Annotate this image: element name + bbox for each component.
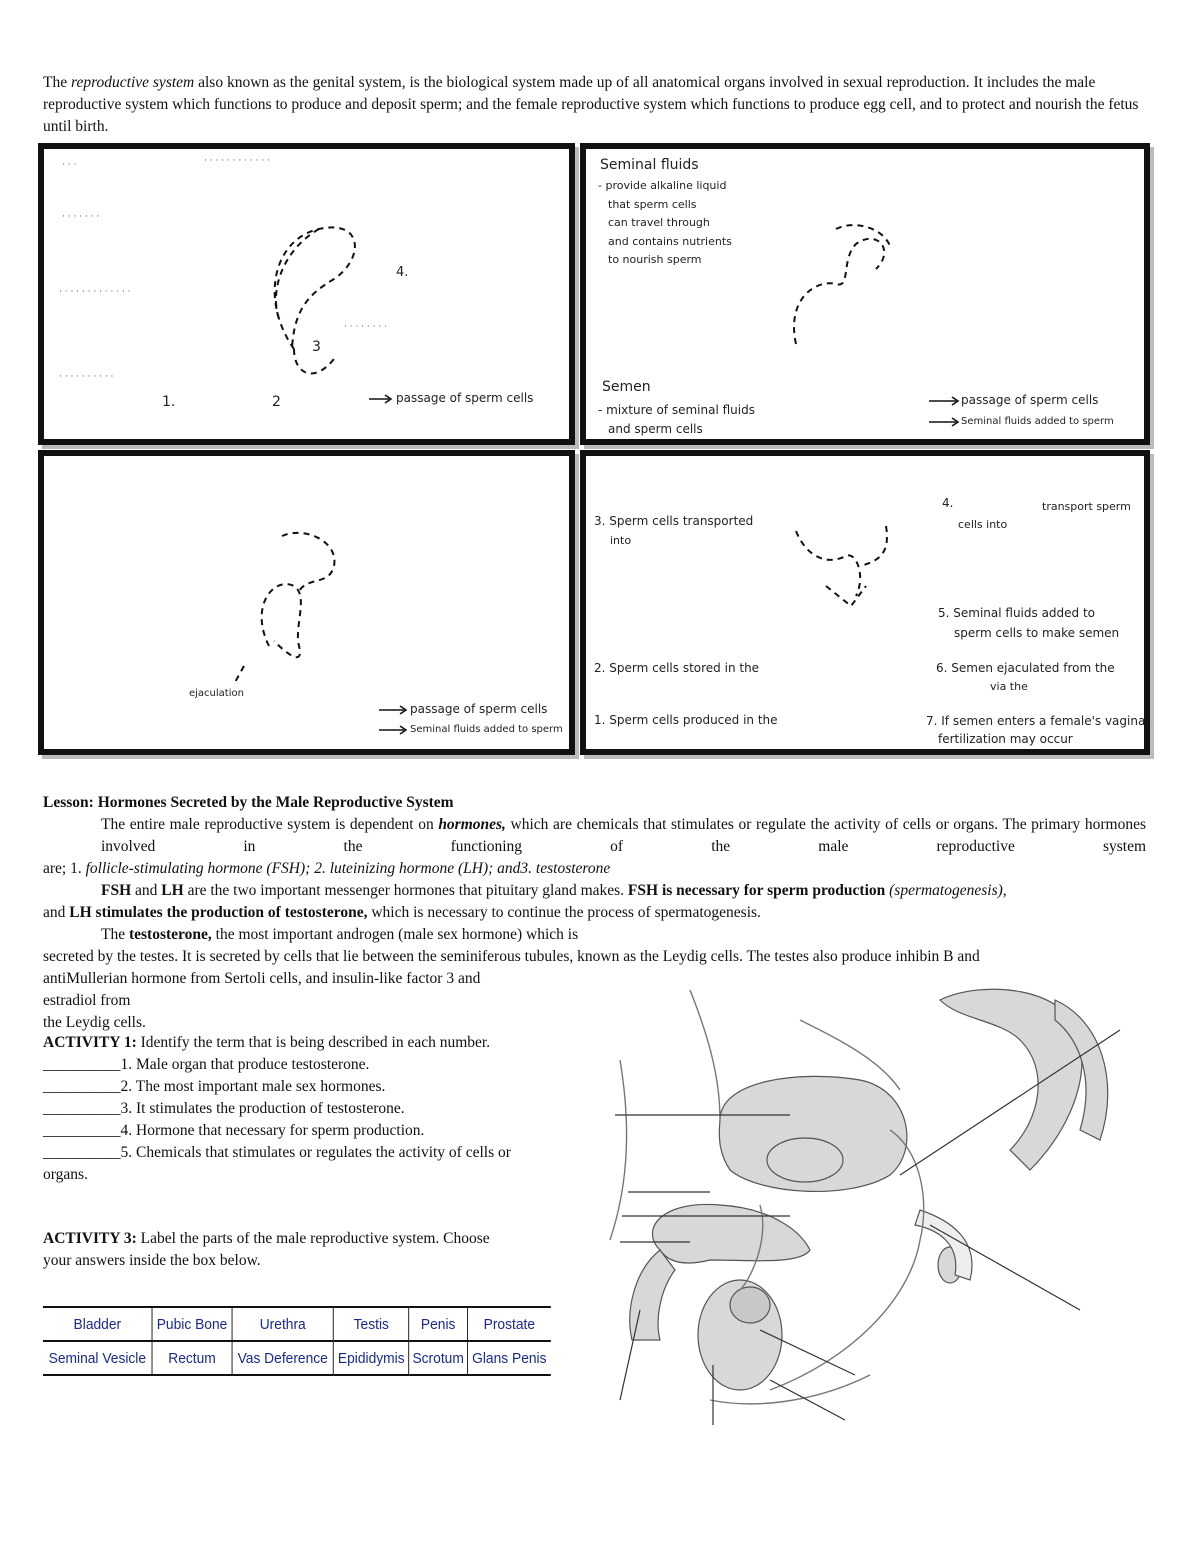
- lesson-text: are the two important messenger hormones that pituitary gland makes.: [183, 882, 628, 899]
- choice-cell: Urethra: [232, 1307, 334, 1341]
- step-5-line-1: 5. Seminal fluids added to: [938, 606, 1096, 620]
- activity-1-item: __________4. Hormone that necessary for sperm production.: [43, 1122, 425, 1139]
- step-2: 2. Sperm cells stored in the: [594, 661, 760, 675]
- step-6-line-1: 6. Semen ejaculated from the: [936, 661, 1115, 675]
- diagram-panel-1: [38, 143, 575, 445]
- choice-cell: Vas Deference: [232, 1341, 334, 1375]
- lesson-para-2: [43, 880, 1146, 902]
- lesson-text: the most important androgen (male sex hormone) which is: [211, 926, 579, 943]
- activity-3-instructions: Label the parts of the male reproductive system. Choose: [136, 1230, 490, 1247]
- choice-cell: Rectum: [152, 1341, 232, 1375]
- activity-1-item-wrap: organs.: [43, 1166, 88, 1183]
- semen-title: Semen: [602, 379, 651, 395]
- choice-cell: Testis: [334, 1307, 409, 1341]
- panel-3-ejaculation: ejaculation: [189, 688, 244, 699]
- lesson-title: Lesson: Hormones Secreted by the Male Reproductive System: [43, 794, 454, 811]
- seminal-line: to nourish sperm: [608, 253, 702, 266]
- activity-1-item: __________1. Male organ that produce testosterone.: [43, 1056, 370, 1073]
- diagram-panel-4: [580, 450, 1150, 755]
- seminal-fluids-desc: [598, 177, 732, 270]
- panel-1-num-2: 2: [272, 394, 281, 410]
- step-3-line-2: into: [610, 534, 632, 547]
- svg-text:· · · · · · · · · · · ·: · · · · · · · · · · · ·: [204, 156, 270, 166]
- lesson-hormone-list: follicle-stimulating hormone (FSH); 2. luteinizing hormone (LH); and3. testosterone: [85, 860, 611, 877]
- choice-cell: Epididymis: [334, 1341, 409, 1375]
- svg-text:· · ·: · · ·: [62, 160, 77, 170]
- lesson-lh-fact: LH stimulates the production of testosterone,: [69, 904, 368, 921]
- choice-cell: Pubic Bone: [152, 1307, 232, 1341]
- lesson-para-2-end: [43, 902, 1146, 924]
- step-6-line-2: via the: [990, 680, 1028, 693]
- panel-2-legend-passage: passage of sperm cells: [961, 393, 1099, 407]
- activity-3-instructions-2: your answers inside the box below.: [43, 1252, 261, 1269]
- lesson-text: (spermatogenesis),: [885, 882, 1007, 899]
- choice-cell: Prostate: [467, 1307, 551, 1341]
- panel-1-num-1: 1.: [162, 394, 176, 410]
- svg-text:· · · · · · · ·: · · · · · · · ·: [344, 322, 387, 332]
- lesson-line: the Leydig cells.: [43, 1014, 146, 1031]
- activity-3-title: ACTIVITY 3:: [43, 1230, 137, 1247]
- seminal-line: that sperm cells: [608, 197, 697, 211]
- lesson-text: The entire male reproductive system is dependent on: [101, 816, 439, 833]
- step-3-line-1: 3. Sperm cells transported: [594, 514, 754, 528]
- panel-1-num-4: 4.: [396, 265, 409, 280]
- choice-cell: Scrotum: [409, 1341, 467, 1375]
- choices-row: [43, 1307, 551, 1341]
- activity-1-item: __________2. The most important male sex hormones.: [43, 1078, 386, 1095]
- lesson-text: which are chemicals that stimulates or regulate the activity of cells or organs. The primary hormones involved in the functioning of the male reproductive system: [101, 816, 1146, 855]
- panel-2-legend-seminal: Seminal fluids added to sperm: [961, 416, 1114, 427]
- lesson-text: and: [43, 904, 70, 921]
- lesson-text: The: [101, 926, 129, 943]
- choices-row: [43, 1341, 551, 1375]
- step-4-line-1: 4.: [942, 496, 954, 510]
- lesson-text: which is necessary to continue the process of spermatogenesis.: [367, 904, 761, 921]
- panel-3-legend-passage: passage of sperm cells: [410, 702, 548, 716]
- lesson-term-lh: LH: [161, 882, 184, 899]
- choice-cell: Seminal Vesicle: [43, 1341, 152, 1375]
- lesson-term-testosterone: testosterone,: [128, 926, 212, 943]
- activity-1-item: __________5. Chemicals that stimulates or regulates the activity of cells or: [43, 1144, 511, 1161]
- intro-paragraph: [43, 72, 1151, 138]
- seminal-line: - provide alkaline liquid: [598, 179, 727, 192]
- lesson-term-hormones: hormones,: [438, 816, 506, 833]
- svg-text:· · · · · · · · · · · · ·: · · · · · · · · · · · · ·: [59, 287, 131, 297]
- lesson-text: and: [131, 882, 162, 899]
- semen-line: and sperm cells: [608, 422, 703, 436]
- male-reproductive-anatomy-diagram: [600, 980, 1180, 1430]
- diagram-panel-3: [38, 450, 575, 755]
- activity-1-item: __________3. It stimulates the production of testosterone.: [43, 1100, 405, 1117]
- panel-1-num-3: 3: [312, 339, 321, 355]
- lesson-term-fsh: FSH: [101, 882, 132, 899]
- lesson-line: antiMullerian hormone from Sertoli cells, and insulin-like factor 3 and: [43, 970, 481, 987]
- lesson-para-3: [43, 924, 1146, 946]
- activity-3: [43, 1228, 583, 1272]
- step-5-line-2: sperm cells to make semen: [954, 626, 1120, 640]
- seminal-fluids-title: Seminal fluids: [600, 157, 699, 173]
- diagram-panel-2: [580, 143, 1150, 445]
- intro-text-a: The: [43, 74, 71, 91]
- activity-1-instructions: Identify the term that is being described in each number.: [136, 1034, 491, 1051]
- answer-choices-table: [43, 1306, 551, 1376]
- lesson-para-1: [43, 814, 1146, 858]
- svg-text:· · · · · · · · · ·: · · · · · · · · · ·: [59, 372, 114, 382]
- panel-3-legend-seminal: Seminal fluids added to sperm: [410, 724, 563, 735]
- lesson-line: estradiol from: [43, 992, 131, 1009]
- lesson-line: secreted by the testes. It is secreted by cells that lie between the seminiferous tubules, known as the Leydig cells. The testes also produce inhibin B and: [43, 948, 980, 965]
- choice-cell: Glans Penis: [467, 1341, 551, 1375]
- choice-cell: Penis: [409, 1307, 467, 1341]
- semen-desc: [598, 401, 755, 439]
- lesson-text: are; 1.: [43, 860, 86, 877]
- step-7-line-2: fertilization may occur: [938, 732, 1073, 746]
- intro-term: reproductive system: [70, 74, 195, 91]
- choice-cell: Bladder: [43, 1307, 152, 1341]
- lesson-fsh-fact: FSH is necessary for sperm production: [627, 882, 886, 899]
- svg-text:· · · · · · ·: · · · · · · ·: [62, 212, 100, 222]
- seminal-line: can travel through: [608, 216, 710, 229]
- step-4-line-2: transport sperm: [1042, 500, 1131, 513]
- step-4-line-3: cells into: [958, 518, 1008, 531]
- semen-line: - mixture of seminal fluids: [598, 403, 755, 417]
- intro-text-b: also known as the genital system, is the biological system made up of all anatomical organs involved in sexual reproduction. It includes the male reproductive system which functions to produce and deposit sperm; and the female reproductive system which functions to produce egg cell, and to protect and nourish the fetus until birth.: [43, 74, 1139, 135]
- panel-1-legend-passage: passage of sperm cells: [396, 391, 534, 405]
- seminal-line: and contains nutrients: [608, 234, 732, 248]
- activity-1: [43, 1032, 583, 1186]
- step-1: 1. Sperm cells produced in the: [594, 713, 778, 727]
- lesson-para-1-end: [43, 858, 1146, 880]
- activity-1-title: ACTIVITY 1:: [43, 1034, 137, 1051]
- step-7-line-1: 7. If semen enters a female's vagina,: [926, 714, 1150, 728]
